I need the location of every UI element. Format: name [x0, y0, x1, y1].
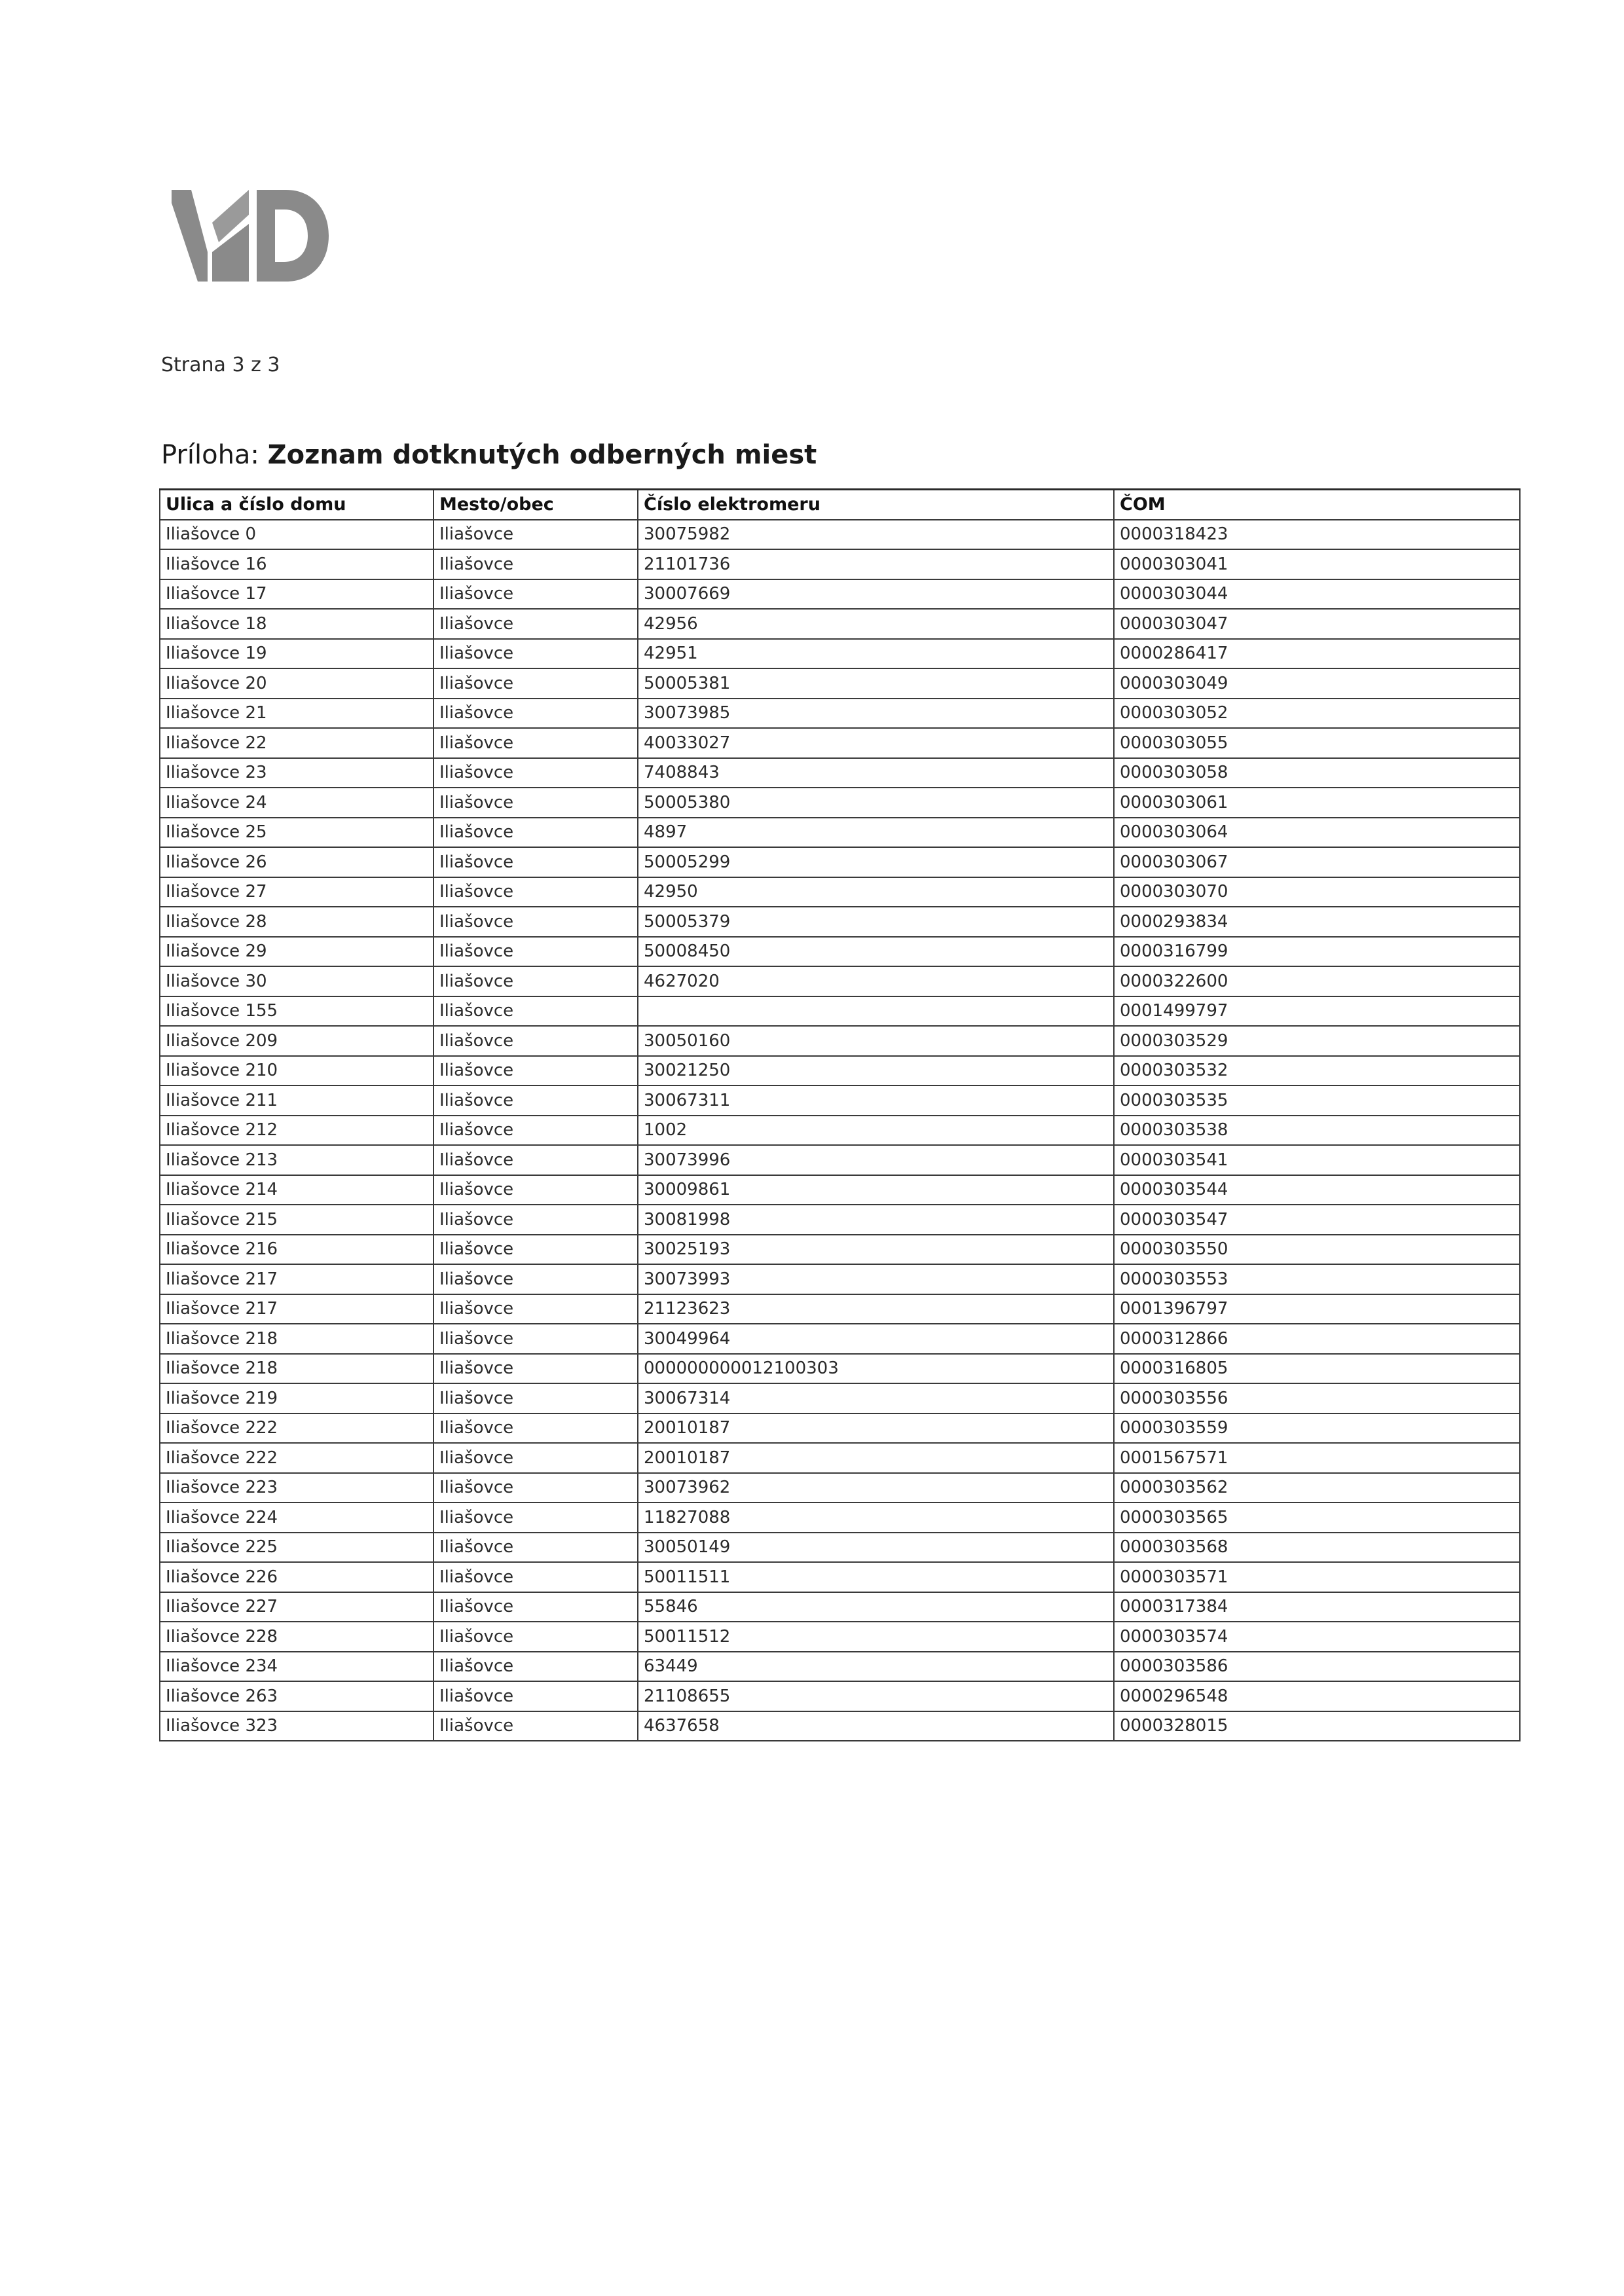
- cell-meter-number: 30067314: [638, 1383, 1114, 1413]
- cell-com: 0000303041: [1114, 549, 1520, 579]
- cell-street: Iliašovce 155: [160, 996, 434, 1027]
- cell-meter-number: 30073962: [638, 1473, 1114, 1503]
- cell-city: Iliašovce: [434, 1592, 638, 1622]
- cell-city: Iliašovce: [434, 699, 638, 729]
- table-row: [160, 758, 1520, 788]
- cell-city: Iliašovce: [434, 1622, 638, 1652]
- cell-com: 0000303049: [1114, 668, 1520, 699]
- cell-meter-number: 30021250: [638, 1056, 1114, 1086]
- cell-com: 0000303544: [1114, 1175, 1520, 1205]
- cell-city: Iliašovce: [434, 1294, 638, 1324]
- cell-com: 0000303568: [1114, 1533, 1520, 1563]
- cell-street: Iliašovce 218: [160, 1324, 434, 1354]
- table-row: [160, 907, 1520, 937]
- table-row: [160, 1503, 1520, 1533]
- delivery-points-table: [159, 488, 1521, 1741]
- table-row: [160, 1652, 1520, 1682]
- table-row: [160, 1354, 1520, 1384]
- logo-letter-d: [257, 190, 329, 282]
- cell-meter-number: 21108655: [638, 1681, 1114, 1711]
- table-row: [160, 728, 1520, 758]
- cell-city: Iliašovce: [434, 1264, 638, 1294]
- table-row: [160, 1324, 1520, 1354]
- cell-meter-number: 4897: [638, 818, 1114, 848]
- column-header-com: ČOM: [1114, 490, 1520, 520]
- cell-street: Iliašovce 227: [160, 1592, 434, 1622]
- cell-meter-number: 4637658: [638, 1711, 1114, 1741]
- cell-street: Iliašovce 20: [160, 668, 434, 699]
- cell-com: 0000317384: [1114, 1592, 1520, 1622]
- cell-street: Iliašovce 219: [160, 1383, 434, 1413]
- column-header-meter-number: Číslo elektromeru: [638, 490, 1114, 520]
- cell-street: Iliašovce 224: [160, 1503, 434, 1533]
- table-row: [160, 1294, 1520, 1324]
- cell-meter-number: 50005380: [638, 788, 1114, 818]
- cell-city: Iliašovce: [434, 1056, 638, 1086]
- cell-meter-number: 50011511: [638, 1562, 1114, 1592]
- cell-meter-number: 30007669: [638, 579, 1114, 610]
- cell-meter-number: 20010187: [638, 1413, 1114, 1444]
- table-row: [160, 1205, 1520, 1235]
- cell-meter-number: 7408843: [638, 758, 1114, 788]
- cell-com: 0000303547: [1114, 1205, 1520, 1235]
- cell-street: Iliašovce 19: [160, 639, 434, 669]
- cell-meter-number: 30073985: [638, 699, 1114, 729]
- cell-street: Iliašovce 222: [160, 1413, 434, 1444]
- cell-meter-number: 42956: [638, 609, 1114, 639]
- cell-street: Iliašovce 215: [160, 1205, 434, 1235]
- cell-com: 0000303044: [1114, 579, 1520, 610]
- table-row: [160, 847, 1520, 877]
- cell-city: Iliašovce: [434, 847, 638, 877]
- cell-com: 0000303064: [1114, 818, 1520, 848]
- cell-city: Iliašovce: [434, 1085, 638, 1116]
- column-header-city: Mesto/obec: [434, 490, 638, 520]
- cell-com: 0000296548: [1114, 1681, 1520, 1711]
- table-row: [160, 668, 1520, 699]
- cell-street: Iliašovce 22: [160, 728, 434, 758]
- cell-city: Iliašovce: [434, 549, 638, 579]
- column-header-street: Ulica a číslo domu: [160, 490, 434, 520]
- cell-street: Iliašovce 226: [160, 1562, 434, 1592]
- cell-meter-number: 21101736: [638, 549, 1114, 579]
- cell-com: 0001396797: [1114, 1294, 1520, 1324]
- cell-meter-number: [638, 996, 1114, 1027]
- cell-city: Iliašovce: [434, 520, 638, 550]
- cell-com: 0000303058: [1114, 758, 1520, 788]
- cell-street: Iliašovce 222: [160, 1443, 434, 1473]
- cell-city: Iliašovce: [434, 579, 638, 610]
- cell-street: Iliašovce 25: [160, 818, 434, 848]
- cell-city: Iliašovce: [434, 1145, 638, 1175]
- heading-prefix: Príloha:: [161, 440, 259, 470]
- cell-city: Iliašovce: [434, 966, 638, 996]
- cell-meter-number: 30050160: [638, 1026, 1114, 1056]
- cell-com: 0000303562: [1114, 1473, 1520, 1503]
- cell-street: Iliašovce 209: [160, 1026, 434, 1056]
- cell-city: Iliašovce: [434, 1711, 638, 1741]
- cell-com: 0000303565: [1114, 1503, 1520, 1533]
- cell-street: Iliašovce 223: [160, 1473, 434, 1503]
- cell-meter-number: 40033027: [638, 728, 1114, 758]
- cell-meter-number: 50008450: [638, 937, 1114, 967]
- cell-street: Iliašovce 217: [160, 1294, 434, 1324]
- cell-com: 0000318423: [1114, 520, 1520, 550]
- table-row: [160, 1383, 1520, 1413]
- cell-com: 0001567571: [1114, 1443, 1520, 1473]
- table-row: [160, 1622, 1520, 1652]
- heading-title: Zoznam dotknutých odberných miest: [267, 440, 817, 470]
- table-row: [160, 1443, 1520, 1473]
- cell-com: 0000322600: [1114, 966, 1520, 996]
- cell-city: Iliašovce: [434, 937, 638, 967]
- cell-city: Iliašovce: [434, 1473, 638, 1503]
- vsd-logo: [172, 190, 329, 282]
- cell-street: Iliašovce 234: [160, 1652, 434, 1682]
- cell-com: 0000303055: [1114, 728, 1520, 758]
- cell-com: 0000303541: [1114, 1145, 1520, 1175]
- cell-street: Iliašovce 213: [160, 1145, 434, 1175]
- cell-street: Iliašovce 0: [160, 520, 434, 550]
- cell-street: Iliašovce 263: [160, 1681, 434, 1711]
- cell-city: Iliašovce: [434, 1503, 638, 1533]
- cell-street: Iliašovce 216: [160, 1235, 434, 1265]
- cell-city: Iliašovce: [434, 668, 638, 699]
- cell-com: 0000303529: [1114, 1026, 1520, 1056]
- table-row: [160, 877, 1520, 907]
- cell-city: Iliašovce: [434, 1354, 638, 1384]
- table-row: [160, 1473, 1520, 1503]
- cell-city: Iliašovce: [434, 609, 638, 639]
- logo-letter-v: [172, 190, 208, 282]
- cell-meter-number: 30049964: [638, 1324, 1114, 1354]
- cell-street: Iliašovce 29: [160, 937, 434, 967]
- cell-street: Iliašovce 18: [160, 609, 434, 639]
- table-row: [160, 1145, 1520, 1175]
- cell-com: 0000316799: [1114, 937, 1520, 967]
- cell-city: Iliašovce: [434, 996, 638, 1027]
- cell-com: 0000303538: [1114, 1116, 1520, 1146]
- cell-com: 0000303061: [1114, 788, 1520, 818]
- cell-com: 0000303052: [1114, 699, 1520, 729]
- table-row: [160, 996, 1520, 1027]
- cell-meter-number: 4627020: [638, 966, 1114, 996]
- cell-com: 0000303532: [1114, 1056, 1520, 1086]
- table-row: [160, 1562, 1520, 1592]
- cell-street: Iliašovce 210: [160, 1056, 434, 1086]
- cell-com: 0001499797: [1114, 996, 1520, 1027]
- cell-street: Iliašovce 24: [160, 788, 434, 818]
- table-row: [160, 1235, 1520, 1265]
- cell-city: Iliašovce: [434, 1383, 638, 1413]
- cell-meter-number: 50005381: [638, 668, 1114, 699]
- cell-com: 0000303535: [1114, 1085, 1520, 1116]
- cell-city: Iliašovce: [434, 1562, 638, 1592]
- table-header-row: [160, 490, 1520, 520]
- cell-city: Iliašovce: [434, 1116, 638, 1146]
- cell-street: Iliašovce 225: [160, 1533, 434, 1563]
- cell-com: 0000303550: [1114, 1235, 1520, 1265]
- cell-city: Iliašovce: [434, 788, 638, 818]
- cell-street: Iliašovce 30: [160, 966, 434, 996]
- table-row: [160, 579, 1520, 610]
- document-heading: [161, 440, 817, 470]
- table-row: [160, 937, 1520, 967]
- cell-com: 0000316805: [1114, 1354, 1520, 1384]
- table-row: [160, 1681, 1520, 1711]
- table-row: [160, 520, 1520, 550]
- cell-com: 0000303047: [1114, 609, 1520, 639]
- cell-street: Iliašovce 28: [160, 907, 434, 937]
- cell-meter-number: 42951: [638, 639, 1114, 669]
- table-row: [160, 1026, 1520, 1056]
- cell-city: Iliašovce: [434, 1026, 638, 1056]
- cell-street: Iliašovce 26: [160, 847, 434, 877]
- cell-meter-number: 55846: [638, 1592, 1114, 1622]
- cell-street: Iliašovce 16: [160, 549, 434, 579]
- cell-com: 0000312866: [1114, 1324, 1520, 1354]
- cell-street: Iliašovce 228: [160, 1622, 434, 1652]
- cell-city: Iliašovce: [434, 1681, 638, 1711]
- cell-street: Iliašovce 217: [160, 1264, 434, 1294]
- cell-com: 0000303556: [1114, 1383, 1520, 1413]
- cell-meter-number: 30073993: [638, 1264, 1114, 1294]
- cell-city: Iliašovce: [434, 818, 638, 848]
- cell-meter-number: 50011512: [638, 1622, 1114, 1652]
- table-row: [160, 1264, 1520, 1294]
- cell-meter-number: 30025193: [638, 1235, 1114, 1265]
- table-row: [160, 1085, 1520, 1116]
- cell-meter-number: 30081998: [638, 1205, 1114, 1235]
- cell-street: Iliašovce 27: [160, 877, 434, 907]
- cell-city: Iliašovce: [434, 1324, 638, 1354]
- cell-meter-number: 000000000012100303: [638, 1354, 1114, 1384]
- cell-meter-number: 63449: [638, 1652, 1114, 1682]
- cell-city: Iliašovce: [434, 1443, 638, 1473]
- cell-city: Iliašovce: [434, 1652, 638, 1682]
- table-row: [160, 609, 1520, 639]
- cell-meter-number: 11827088: [638, 1503, 1114, 1533]
- table-row: [160, 966, 1520, 996]
- cell-street: Iliašovce 23: [160, 758, 434, 788]
- table-row: [160, 1413, 1520, 1444]
- cell-meter-number: 21123623: [638, 1294, 1114, 1324]
- table-row: [160, 818, 1520, 848]
- cell-meter-number: 1002: [638, 1116, 1114, 1146]
- cell-com: 0000303586: [1114, 1652, 1520, 1682]
- cell-city: Iliašovce: [434, 877, 638, 907]
- cell-city: Iliašovce: [434, 728, 638, 758]
- cell-com: 0000303553: [1114, 1264, 1520, 1294]
- cell-meter-number: 30050149: [638, 1533, 1114, 1563]
- table-row: [160, 1175, 1520, 1205]
- cell-city: Iliašovce: [434, 1413, 638, 1444]
- cell-street: Iliašovce 212: [160, 1116, 434, 1146]
- cell-com: 0000293834: [1114, 907, 1520, 937]
- cell-meter-number: 30067311: [638, 1085, 1114, 1116]
- cell-com: 0000303070: [1114, 877, 1520, 907]
- cell-street: Iliašovce 323: [160, 1711, 434, 1741]
- cell-city: Iliašovce: [434, 1235, 638, 1265]
- cell-city: Iliašovce: [434, 639, 638, 669]
- table-row: [160, 1056, 1520, 1086]
- cell-meter-number: 42950: [638, 877, 1114, 907]
- page-number: Strana 3 z 3: [161, 354, 280, 376]
- cell-street: Iliašovce 211: [160, 1085, 434, 1116]
- cell-street: Iliašovce 218: [160, 1354, 434, 1384]
- table-row: [160, 699, 1520, 729]
- table-row: [160, 1116, 1520, 1146]
- cell-com: 0000286417: [1114, 639, 1520, 669]
- cell-com: 0000303574: [1114, 1622, 1520, 1652]
- cell-street: Iliašovce 214: [160, 1175, 434, 1205]
- cell-meter-number: 30009861: [638, 1175, 1114, 1205]
- table-row: [160, 549, 1520, 579]
- cell-city: Iliašovce: [434, 1175, 638, 1205]
- cell-meter-number: 20010187: [638, 1443, 1114, 1473]
- cell-com: 0000328015: [1114, 1711, 1520, 1741]
- cell-meter-number: 30075982: [638, 520, 1114, 550]
- cell-city: Iliašovce: [434, 907, 638, 937]
- cell-meter-number: 50005379: [638, 907, 1114, 937]
- cell-city: Iliašovce: [434, 758, 638, 788]
- table-row: [160, 1711, 1520, 1741]
- cell-city: Iliašovce: [434, 1533, 638, 1563]
- table-row: [160, 1533, 1520, 1563]
- cell-meter-number: 30073996: [638, 1145, 1114, 1175]
- cell-street: Iliašovce 21: [160, 699, 434, 729]
- table-row: [160, 639, 1520, 669]
- cell-meter-number: 50005299: [638, 847, 1114, 877]
- cell-com: 0000303559: [1114, 1413, 1520, 1444]
- cell-com: 0000303571: [1114, 1562, 1520, 1592]
- cell-street: Iliašovce 17: [160, 579, 434, 610]
- cell-city: Iliašovce: [434, 1205, 638, 1235]
- table-row: [160, 788, 1520, 818]
- table-row: [160, 1592, 1520, 1622]
- cell-com: 0000303067: [1114, 847, 1520, 877]
